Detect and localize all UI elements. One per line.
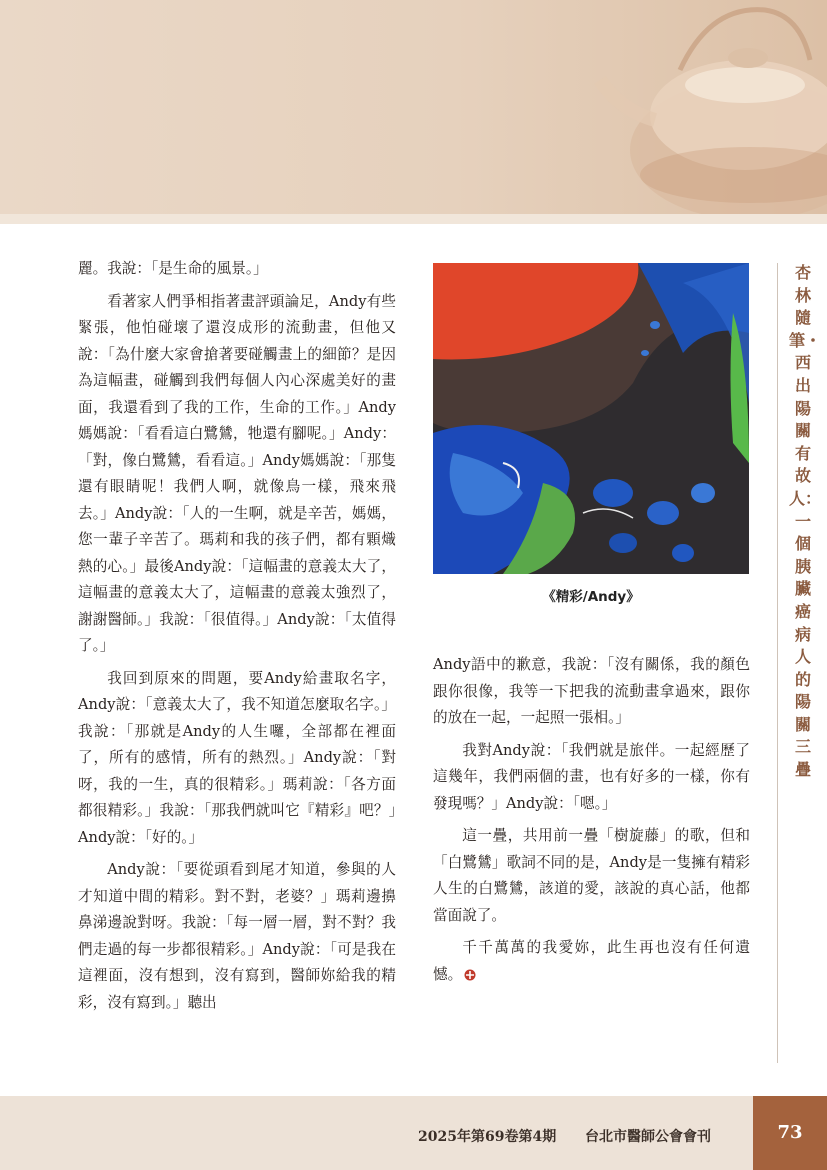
paragraph: 我對Andy說：「我們就是旅伴。一起經歷了這幾年，我們兩個的畫，也有好多的一樣，你有發現嗎？」Andy說：「嗯。」	[433, 741, 750, 812]
paragraph: 麗。我說：「是生命的風景。」	[78, 260, 268, 277]
page-number: 73	[777, 1122, 803, 1143]
paragraph: 我回到原來的問題，要Andy給畫取名字，Andy說：「意義太大了，我不知道怎麼取名字。」我說：「那就是Andy的人生囉，全部都在裡面了，所有的感情，所有的熱烈。」Andy說：「對呀，我的一生，真的很精彩。」瑪莉說：「各方面都很精彩。」我說：「那我們就叫它『精彩』吧？」Andy說：「好的。」	[78, 669, 396, 846]
image-caption: 《精彩/Andy》	[542, 589, 640, 605]
end-mark-icon	[464, 969, 476, 981]
banner-strip	[0, 214, 827, 224]
header-banner	[0, 0, 827, 214]
journal-name: 台北市醫師公會會刊	[585, 1129, 711, 1145]
teapot-illustration	[560, 0, 827, 214]
paragraph	[433, 935, 750, 988]
painting-svg	[433, 263, 749, 574]
closing-text: 千千萬萬的我愛妳，此生再也沒有任何遺憾。	[433, 939, 750, 983]
paragraph: Andy語中的歉意，我說：「沒有關係，我的顏色跟你很像，我等一下把我的流動畫拿過來，跟你的放在一起，一起照一張相。」	[433, 656, 750, 726]
paragraph: 看著家人們爭相指著畫評頭論足，Andy有些緊張，他怕碰壞了還沒成形的流動畫，但他又說：「為什麼大家會搶著要碰觸畫上的細節？是因為這幅畫，碰觸到我們每個人內心深處美好的畫面，我還看到了我的工作，生命的工作。」Andy媽媽說：「看看這白鷺鷥，牠還有腳呢。」Andy：「對，像白鷺鷥，看看這。」Andy媽媽說：「那隻還有眼睛呢！我們人啊，就像鳥一樣，飛來飛去。」Andy說：「人的一生啊，就是辛苦，媽媽，您一輩子辛苦了。瑪莉和我的孩子們，都有顆熾熱的心。」最後Andy說：「這幅畫的意義太大了，這幅畫的意義太大了，這幅畫的意義太強烈了，謝謝醫師。」我說：「很值得。」Andy說：「太值得了。」	[78, 292, 396, 654]
fluid-painting-image	[433, 263, 749, 574]
paragraph: Andy說：「要從頭看到尾才知道，參與的人才知道中間的精彩。對不對，老婆？」瑪莉邊擤鼻涕邊說對呀。我說：「每一層一層，對不對？我們走過的每一步都很精彩。」Andy說：「可是我在這裡面，沒有想到，沒有寫到，醫師妳給我的精彩，沒有寫到。」聽出	[78, 861, 396, 1011]
side-divider	[777, 263, 778, 1063]
left-column	[78, 256, 396, 1022]
issue-info: 2025年第69卷第4期	[418, 1129, 557, 1145]
right-column	[433, 652, 750, 994]
paragraph: 這一疊，共用前一疊「樹旋藤」的歌，但和「白鷺鷥」歌詞不同的是，Andy是一隻擁有精彩人生的白鷺鷥，該道的愛，該說的真心話，他都當面說了。	[433, 827, 750, 924]
section-title-vertical: 杏林隨筆・西出陽關有故人：一個胰臟癌病人的陽關三疊	[789, 263, 822, 780]
